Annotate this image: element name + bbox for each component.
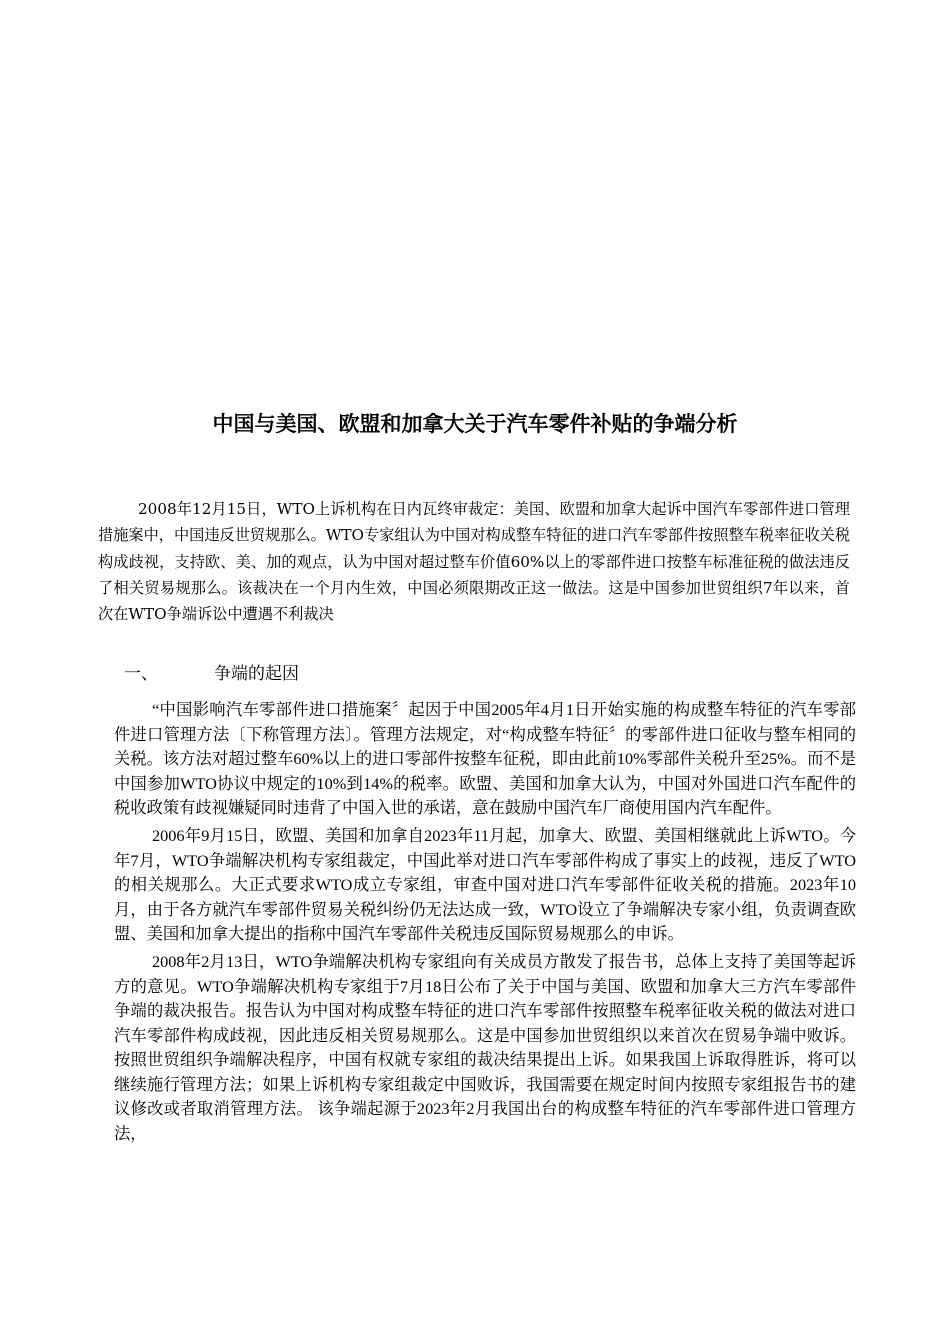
body-paragraph-2: 2006年9月15日，欧盟、美国和加拿自2023年11月起，加拿大、欧盟、美国相继就此上诉WTO。今年7月，WTO争端解决机构专家组裁定，中国此举对进口汽车零部件构成了事实上的歧视，违反了WTO的相关规那么。大正式要求WTO成立专家组，审查中国对进口汽车零部件征收关税的措施。2023年10月，由于各方就汽车零部件贸易关税纠纷仍无法达成一致，WTO设立了争端解决专家小组，负责调查欧盟、美国和加拿大提出的指称中国汽车零部件关税违反国际贸易规那么的申诉。 [114, 826, 856, 943]
body-paragraph-3: 2008年2月13日，WTO争端解决机构专家组向有关成员方散发了报告书，总体上支持了美国等起诉方的意见。WTO争端解决机构专家组于7月18日公布了关于中国与美国、欧盟和加拿大三方汽车零部件争端的裁决报告。报告认为中国对构成整车特征的进口汽车零部件按照整车税率征收关税的做法对进口汽车零部件构成歧视，因此违反相关贸易规那么。这是中国参加世贸组织以来首次在贸易争端中败诉。按照世贸组织争端解决程序，中国有权就专家组的裁决结果提出上诉。如果我国上诉取得胜诉，将可以继续施行管理方法；如果上诉机构专家组裁定中国败诉，我国需要在规定时间内按照专家组报告书的建议修改或者取消管理方法。 该争端起源于2023年2月我国出台的构成整车特征的汽车零部件进口管理方法， [114, 952, 856, 1143]
section-body [114, 698, 856, 1150]
document-title: 中国与美国、欧盟和加拿大关于汽车零件补贴的争端分析 [212, 412, 738, 436]
section-title: 争端的起因 [214, 664, 299, 684]
intro-paragraph: 2008年12月15日，WTO上诉机构在日内瓦终审裁定：美国、欧盟和加拿大起诉中国汽车零部件进口管理措施案中，中国违反世贸规那么。WTO专家组认为中国对构成整车特征的进口汽车零部件按照整车税率征收关税构成歧视，支持欧、美、加的观点，认为中国对超过整车价值60%以上的零部件进口按整车标准征税的做法违反了相关贸易规那么。该裁决在一个月内生效，中国必须限期改正这一做法。这是中国参加世贸组织7年以来，首次在WTO争端诉讼中遭遇不利裁决 [98, 500, 851, 624]
body-paragraph-1: “中国影响汽车零部件进口措施案〞起因于中国2005年4月1日开始实施的构成整车特征的汽车零部件进口管理方法〔下称管理方法〕。管理方法规定，对“构成整车特征〞的零部件进口征收与整车相同的关税。该方法对超过整车60%以上的进口零部件按整车征税，即由此前10%零部件关税升至25%。而不是中国参加WTO协议中规定的10%到14%的税率。欧盟、美国和加拿大认为，中国对外国进口汽车配件的税收政策有歧视嫌疑同时违背了中国入世的承诺，意在鼓励中国汽车厂商使用国内汽车配件。 [114, 700, 856, 817]
section-heading [124, 660, 299, 688]
section-number: 一、 [124, 664, 158, 684]
